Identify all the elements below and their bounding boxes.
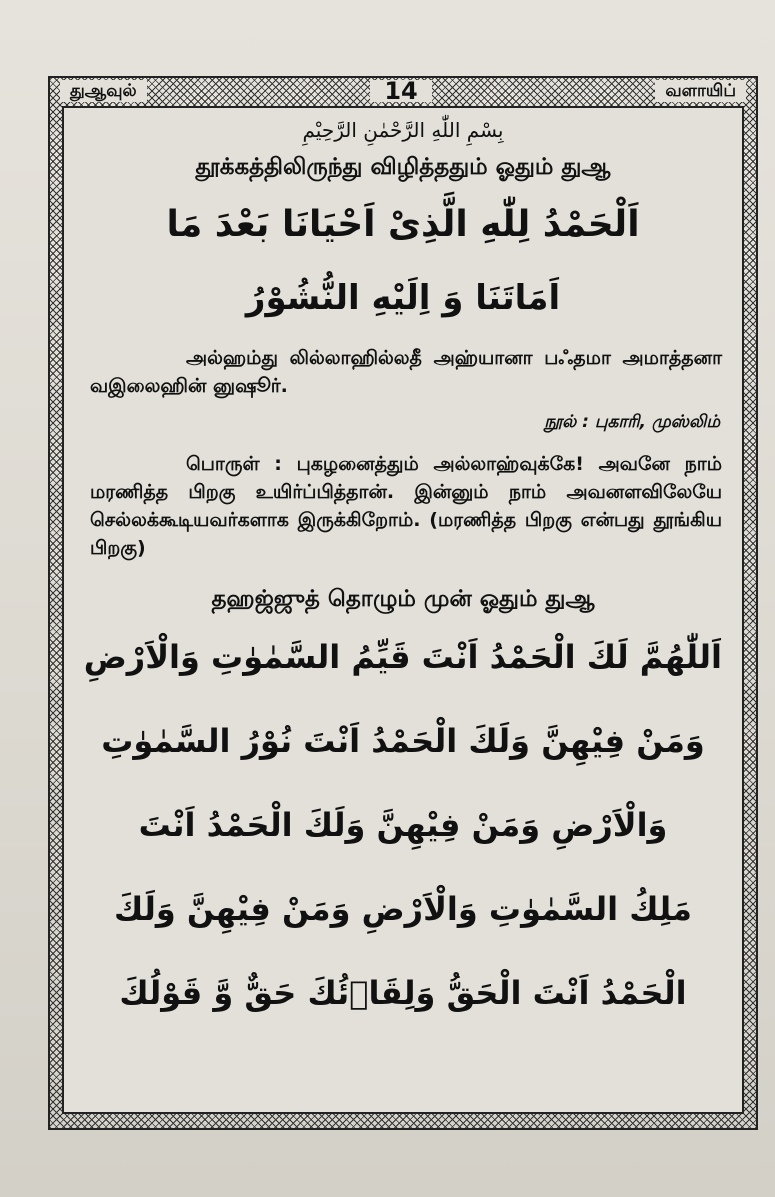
section1-arabic-line-2: اَمَاتَنَا وَ اِلَيْهِ النُّشُوْرُ [245,278,561,318]
section2-arabic-line-1: اَللّٰهُمَّ لَكَ الْحَمْدُ اَنْتَ قَيِّمُ السَّمٰوٰتِ وَالْاَرْضِ [83,638,722,676]
section2-title: தஹஜ்ஜுத் தொழும் முன் ஓதும் துஆ [211,586,595,612]
section1-title: தூக்கத்திலிருந்து விழித்ததும் ஓதும் துஆ [195,154,611,180]
header-left-title: துஆவுல் [60,80,147,102]
section2-arabic-line-3: وَالْاَرْضِ وَمَنْ فِيْهِنَّ وَلَكَ الْحَمْدُ اَنْتَ [138,806,668,844]
header-right-title: வளாயிப் [655,80,746,102]
section1-source: நூல் : புகாரி, முஸ்லிம் [544,412,720,432]
section2-arabic-line-2: وَمَنْ فِيْهِنَّ وَلَكَ الْحَمْدُ اَنْتَ نُوْرُ السَّمٰوٰتِ [101,722,705,760]
section2-arabic-line-5: الْحَمْدُ اَنْتَ الْحَقُّ وَلِقَاۤئُكَ حَقٌّ وَّ قَوْلُكَ [119,974,687,1012]
ornamental-border [48,76,758,1130]
page-header [60,77,746,105]
section1-meaning: பொருள் : புகழனைத்தும் அல்லாஹ்வுக்கே! அவனே நாம் மரணித்த பிறகு உயிர்ப்பித்தான். இன்னும் நாம் அவனளவிலேயே செல்லக்கூடியவர்களாக இருக்கிறோம். (மரணித்த பிறகு என்பது தூங்கிய பிறகு) [90,453,722,559]
section1-arabic-line-1: اَلْحَمْدُ لِلّٰهِ الَّذِىْ اَحْيَانَا بَعْدَ مَا [166,204,640,245]
section1-transliteration: அல்ஹம்து லில்லாஹில்லதீ அஹ்யானா பஃதமா அமாத்தனா வஇலைஹின் னுஷூர். [90,347,722,397]
page-number: 14 [370,80,431,102]
bismillah-heading: بِسْمِ اللّٰهِ الرَّحْمٰنِ الرَّحِيْمِ [302,118,504,142]
page-content-area [62,106,744,1114]
section2-arabic-line-4: مَلِكُ السَّمٰوٰتِ وَالْاَرْضِ وَمَنْ فِيْهِنَّ وَلَكَ [114,890,692,928]
